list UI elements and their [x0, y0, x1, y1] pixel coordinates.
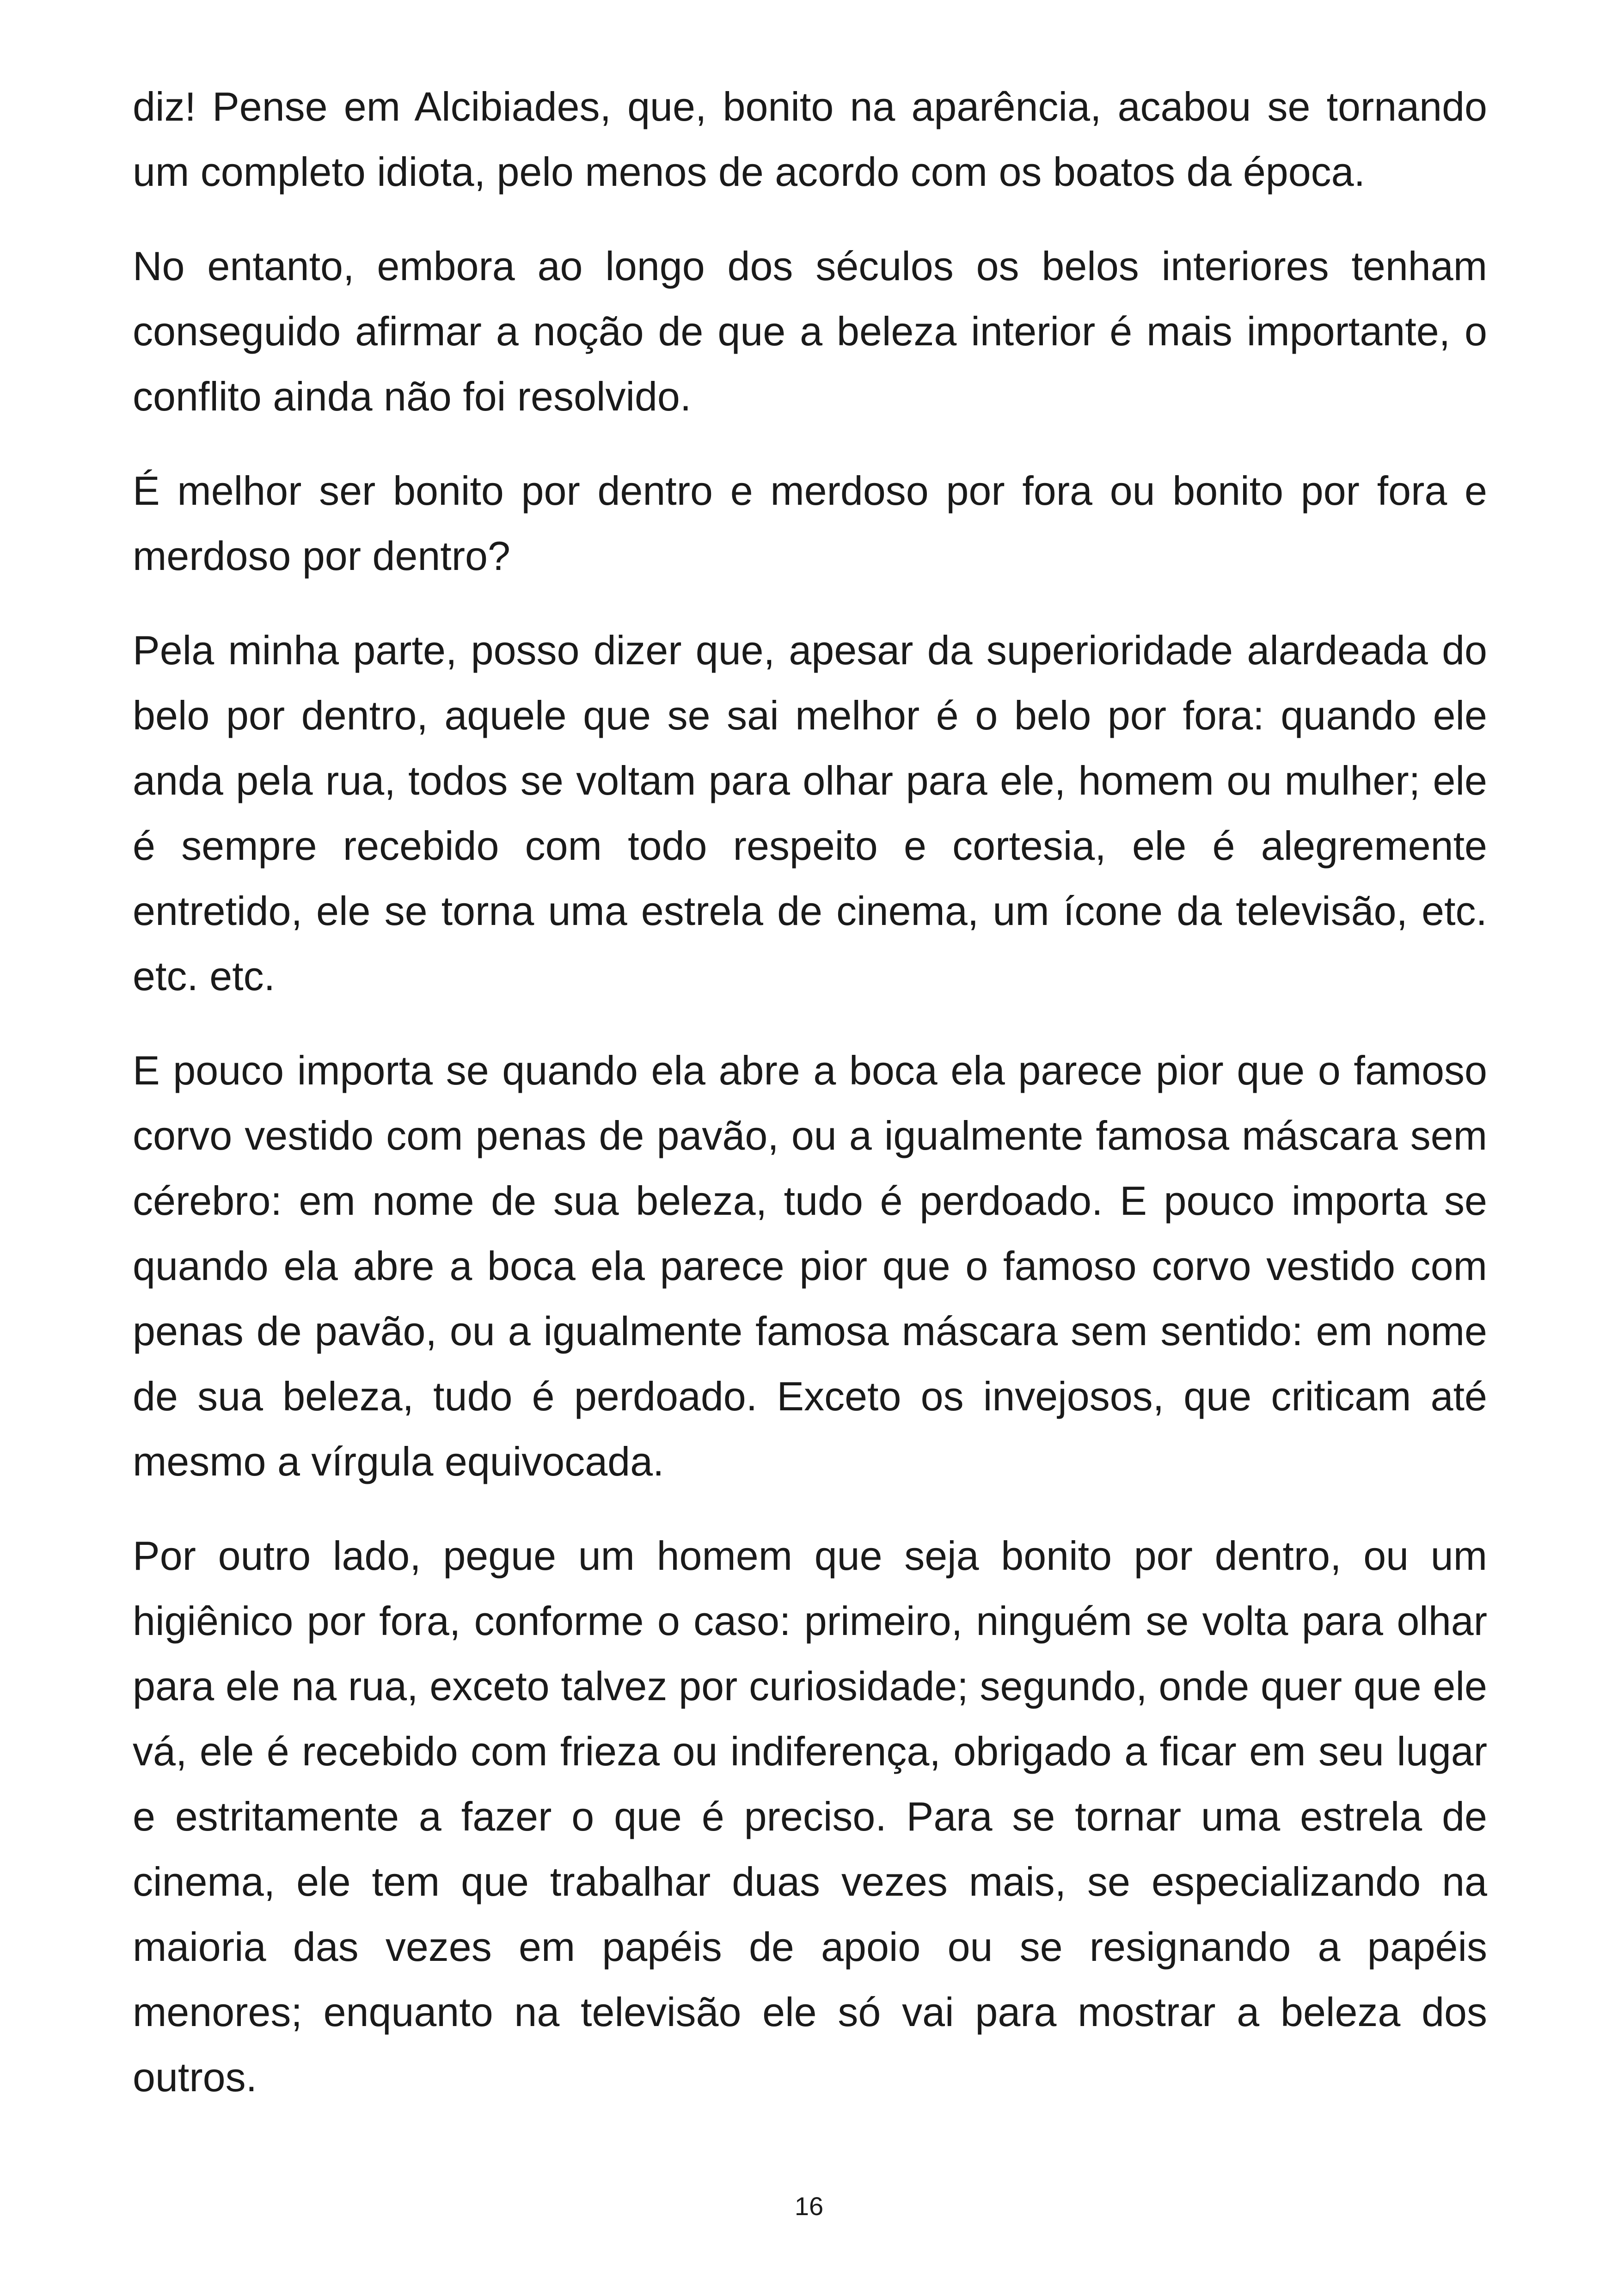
- paragraph-3: É melhor ser bonito por dentro e merdoso por fora ou bonito por fora e merdoso por dentro?: [133, 468, 1487, 579]
- paragraph-6: Por outro lado, pegue um homem que seja bonito por dentro, ou um higiênico por fora, conforme o caso: primeiro, ninguém se volta para olhar para ele na rua, exceto talvez por curiosidade; segundo, onde quer que ele vá, ele é recebido com frieza ou indiferença, obrigado a ficar em seu lugar e estritamente a fazer o que é preciso. Para se tornar uma estrela de cinema, ele tem que trabalhar duas vezes mais, se especializando na maioria das vezes em papéis de apoio ou se resignando a papéis menores; enquanto na televisão ele só vai para mostrar a beleza dos outros.: [133, 1533, 1487, 2100]
- paragraph-1: diz! Pense em Alcibiades, que, bonito na aparência, acabou se tornando um completo idiota, pelo menos de acordo com os boatos da época.: [133, 84, 1487, 195]
- paragraph-5: E pouco importa se quando ela abre a boca ela parece pior que o famoso corvo vestido com penas de pavão, ou a igualmente famosa máscara sem cérebro: em nome de sua beleza, tudo é perdoado. E pouco importa se quando ela abre a boca ela parece pior que o famoso corvo vestido com penas de pavão, ou a igualmente famosa máscara sem sentido: em nome de sua beleza, tudo é perdoado. Exceto os invejosos, que criticam até mesmo a vírgula equivocada.: [133, 1047, 1487, 1484]
- body-text: [133, 74, 1487, 2139]
- paragraph-2: No entanto, embora ao longo dos séculos os belos interiores tenham conseguido afirmar a noção de que a beleza interior é mais importante, o conflito ainda não foi resolvido.: [133, 243, 1487, 419]
- page-number: 16: [794, 2192, 824, 2221]
- paragraph-4: Pela minha parte, posso dizer que, apesar da superioridade alardeada do belo por dentro, aquele que se sai melhor é o belo por fora: quando ele anda pela rua, todos se voltam para olhar para ele, homem ou mulher; ele é sempre recebido com todo respeito e cortesia, ele é alegremente entretido, ele se torna uma estrela de cinema, um ícone da televisão, etc. etc. etc.: [133, 627, 1487, 999]
